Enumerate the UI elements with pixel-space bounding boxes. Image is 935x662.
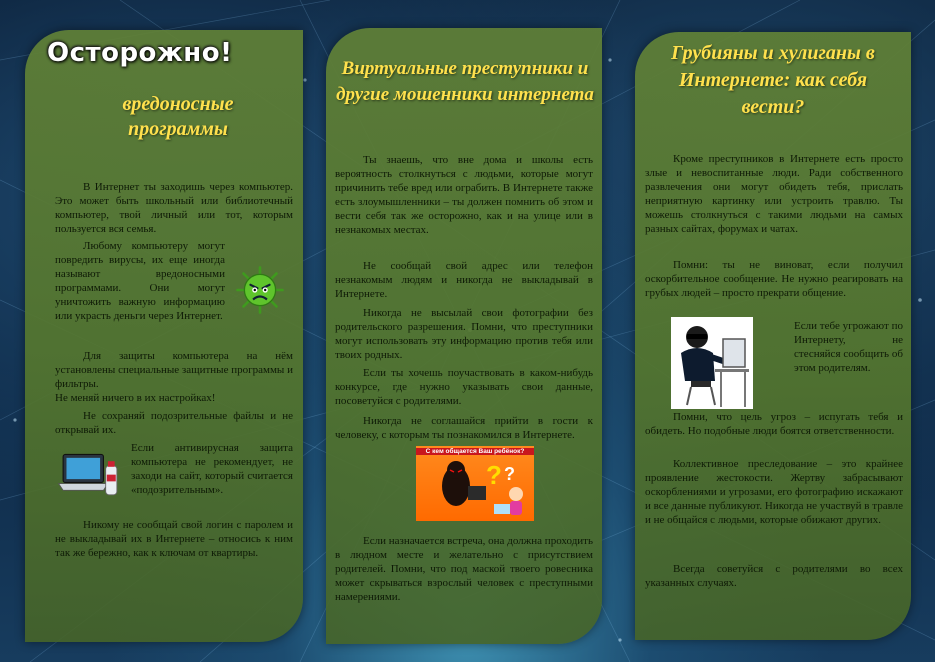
malware-para-1: В Интернет ты заходишь через компьютер. Это может быть школьный или библиотечный компьютер, твой личный или тот, которым пользуется вся семья. — [55, 181, 293, 235]
malware-para-4: Не сохраняй подозрительные файлы и не открывай их. — [55, 410, 293, 436]
bullies-para-2: Помни: ты не виноват, если получил оскорбительное сообщение. Не нужно реагировать на грубых людей – просто прекрати общение. — [645, 259, 903, 299]
criminals-para-5: Никогда не соглашайся прийти в гости к человеку, с которым ты познакомился в Интернете. — [335, 415, 593, 441]
panel-malware — [25, 30, 303, 642]
criminals-para-6: Если назначается встреча, она должна проходить в людном месте и желательно с присутствием родителей. Помни, что под маской твоего ровесника может скрываться взрослый человек с преступными намерениями. — [335, 535, 593, 603]
bullies-para-3: Если тебе угрожают по Интернету, не стесняйся сообщить об этом родителям. — [794, 320, 903, 374]
criminals-para-3: Никогда не высылай свои фотографии без родительского разрешения. Помни, что преступники могут использовать эту информацию против тебя или твоих родных. — [335, 307, 593, 361]
bullies-title: Грубияны и хулиганы в Интернете: как себя вести? — [671, 42, 875, 118]
svg-text:?: ? — [504, 464, 515, 484]
panel-bullies — [635, 32, 911, 640]
malware-para-3b: Не меняй ничего в их настройках! — [55, 392, 216, 404]
panel-cyber-criminals — [326, 28, 602, 644]
malware-para-2: Любому компьютеру могут повредить вирусы, их еще иногда называют вредоносными программами. Они могут уничтожить важную информацию или украсть деньги через Интернет. — [55, 240, 225, 322]
malware-para-5: Если антивирусная защита компьютера не рекомендует, не заходи на сайт, который считается «подозрительным». — [131, 442, 293, 496]
criminals-para-1: Ты знаешь, что вне дома и школы есть вероятность столкнуться с людьми, которые могут причинить тебе вред или ограбить. В Интернете также есть злоумышленники – ты должен помнить об этом и вести себя так же осторожно, как и на улице или в незнакомых местах. — [335, 154, 593, 236]
criminals-para-4: Если ты хочешь поучаствовать в каком-нибудь конкурсе, где нужно указывать свои данные, посоветуйся с родителями. — [335, 367, 593, 407]
criminals-para-2: Не сообщай свой адрес или телефон незнакомым людям и никогда не выкладывай в Интернете. — [335, 260, 593, 300]
warning-logo-title: Осторожно! — [47, 38, 233, 68]
bullies-para-1: Кроме преступников в Интернете есть просто злые и невоспитанные люди. Ради собственного развлечения они могут обидеть тебя, прислать неприятную картинку или устроить травлю. Ты можешь столкнуться с такими людьми на самых разных сайтах, форумах и чатах. — [645, 153, 903, 235]
virus-icon — [231, 264, 289, 316]
malware-para-3: Для защиты компьютера на нём установлены специальные защитные программы и фильтры. — [55, 350, 293, 390]
svg-text:?: ? — [486, 460, 502, 490]
question-poster-image — [416, 446, 534, 521]
hacker-icon — [671, 317, 753, 409]
bullies-para-5: Коллективное преследование – это крайнее проявление жестокости. Жертву забрасывают оскорблениями и угрозами, его фотографию искажают и все данные публикуют. Никогда не участвуй в травле и не общайся с людьми, которые обижают других. — [645, 458, 903, 526]
poster-illustration — [416, 456, 534, 521]
malware-para-6: Никому не сообщай свой логин с паролем и не выкладывай их в Интернете – относись к ним так же бережно, как к ключам от квартиры. — [55, 519, 293, 559]
poster-caption: С кем общается Ваш ребёнок? — [416, 448, 534, 455]
bullies-para-6: Всегда советуйся с родителями во всех указанных случаях. — [645, 563, 903, 589]
bullies-para-4: Помни, что цель угроз – испугать тебя и обидеть. Но подобные люди боятся ответственности. — [645, 411, 903, 437]
criminals-title: Виртуальные преступники и другие мошенники интернета — [336, 58, 594, 105]
laptop-antivirus-icon — [55, 450, 125, 506]
malware-subtitle: вредоносные программы — [122, 93, 234, 140]
